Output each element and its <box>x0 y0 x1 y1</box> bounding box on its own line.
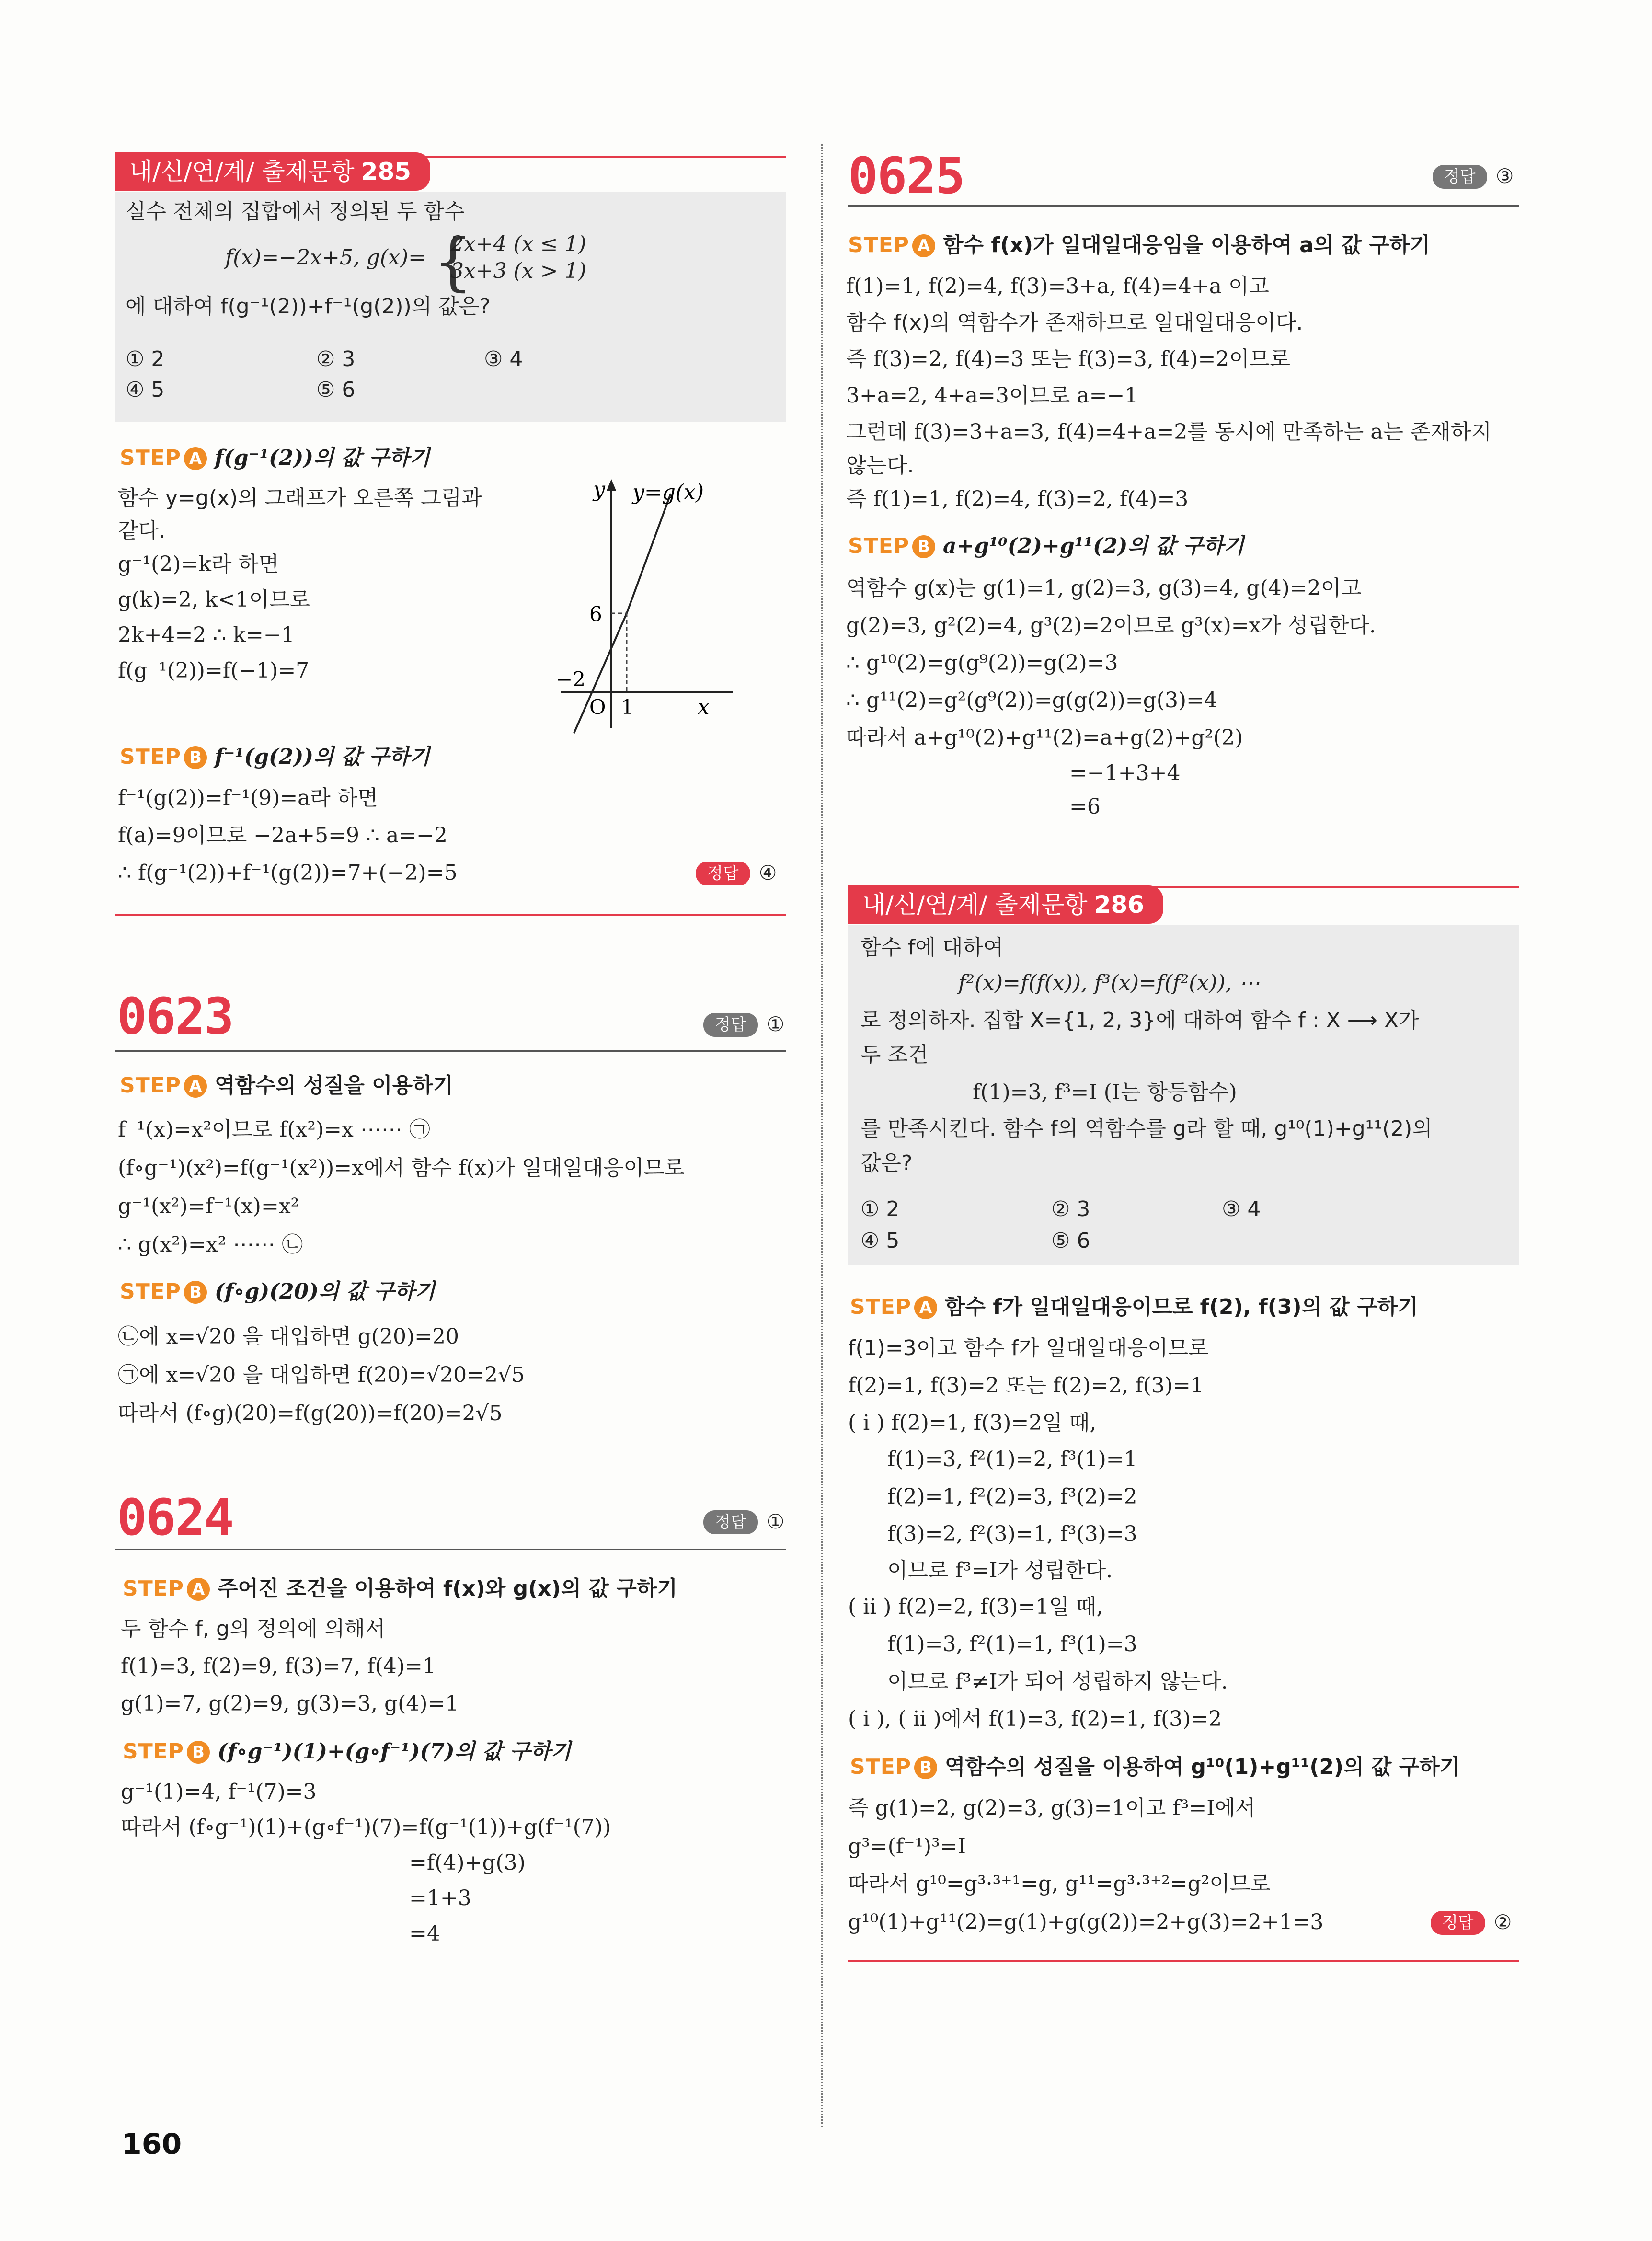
tick-1: 1 <box>621 695 634 719</box>
answer-0623 <box>703 1011 784 1038</box>
solution-line: g⁻¹(x²)=f⁻¹(x)=x² <box>118 1194 299 1218</box>
choice-4: ④ 5 <box>126 378 165 402</box>
solution-line: 함수 f(x)의 역함수가 존재하므로 일대일대응이다. <box>846 310 1303 335</box>
step-label: STEP <box>120 745 182 769</box>
answer-pill: 정답 <box>1433 165 1487 189</box>
solution-line: f(1)=1, f(2)=4, f(3)=3+a, f(4)=4+a 이고 <box>846 274 1270 299</box>
divider <box>848 205 1519 207</box>
problem-number-0623: 0623 <box>117 987 233 1046</box>
choice-1: ① 2 <box>126 347 165 371</box>
answer-285 <box>696 860 777 886</box>
solution-line: 역함수 g(x)는 g(1)=1, g(2)=3, g(3)=4, g(4)=2이고 <box>846 576 1362 600</box>
solution-line: 따라서 a+g¹⁰(2)+g¹¹(2)=a+g(2)+g²(2) <box>846 725 1243 750</box>
problem-text: 로 정의하자. 집합 X={1, 2, 3}에 대하여 함수 f : X ⟶ X가 <box>860 1008 1419 1033</box>
solution-line: g(1)=7, g(2)=9, g(3)=3, g(4)=1 <box>121 1691 459 1716</box>
solution-line: f(2)=1, f²(2)=3, f³(2)=2 <box>887 1484 1137 1509</box>
answer-pill: 정답 <box>703 1510 758 1534</box>
step-letter: B <box>914 1756 937 1779</box>
solution-line: 따라서 g¹⁰=g³·³⁺¹=g, g¹¹=g³·³⁺²=g²이므로 <box>848 1872 1271 1896</box>
step-a-heading <box>120 445 430 471</box>
tick-neg2: −2 <box>556 667 585 691</box>
piece-2: 3x+3 (x > 1) <box>450 259 586 283</box>
solution-line: 즉 f(1)=1, f(2)=4, f(3)=2, f(4)=3 <box>846 487 1189 511</box>
solution-line: 않는다. <box>846 453 914 478</box>
solution-line: 이므로 f³≠I가 되어 성립하지 않는다. <box>887 1669 1228 1694</box>
solution-line: f(g⁻¹(2))=f(−1)=7 <box>118 658 310 683</box>
solution-line: g(2)=3, g²(2)=4, g³(2)=2이므로 g³(x)=x가 성립한다. <box>846 613 1376 638</box>
choice-1: ① 2 <box>860 1197 900 1221</box>
step-b-heading <box>120 1278 435 1305</box>
step-letter: B <box>184 1281 207 1304</box>
solution-line: f(2)=1, f(3)=2 또는 f(2)=2, f(3)=1 <box>848 1373 1204 1398</box>
problem-header-285 <box>115 152 430 191</box>
divider <box>115 914 786 916</box>
step-b-heading <box>120 744 430 770</box>
answer-pill: 정답 <box>696 862 750 885</box>
divider <box>115 1549 786 1550</box>
problem-text: 함수 f에 대하여 <box>860 935 1004 960</box>
solution-line: g³=(f⁻¹)³=I <box>848 1834 966 1859</box>
step-letter: B <box>912 535 935 558</box>
step-b-heading <box>123 1738 571 1765</box>
choice-2: ② 3 <box>1051 1197 1090 1221</box>
graph-line-2 <box>627 494 671 613</box>
solution-line: (f∘g⁻¹)(x²)=f(g⁻¹(x²))=x에서 함수 f(x)가 일대일대응이므로 <box>118 1156 685 1180</box>
y-arrow <box>607 479 616 491</box>
step-label: STEP <box>120 446 182 470</box>
solution-line: 두 함수 f, g의 정의에 의해서 <box>121 1617 386 1641</box>
step-b-heading <box>848 533 1244 560</box>
problem-text: 를 만족시킨다. 함수 f의 역함수를 g라 할 때, g¹⁰(1)+g¹¹(2)의 <box>860 1116 1433 1141</box>
step-label: STEP <box>850 1755 912 1779</box>
divider <box>115 1050 786 1052</box>
step-a-heading <box>123 1575 677 1602</box>
answer-0624 <box>703 1508 784 1535</box>
solution-line: 이므로 f³=I가 성립한다. <box>887 1558 1113 1583</box>
divider <box>848 1960 1519 1962</box>
solution-line: 따라서 (f∘g⁻¹)(1)+(g∘f⁻¹)(7)=f(g⁻¹(1))+g(f⁻¹(7)) <box>121 1815 611 1839</box>
choice-4: ④ 5 <box>860 1229 900 1253</box>
header-label: 내/신/연/계/ 출제문항 <box>862 891 1088 919</box>
solution-line: 즉 f(3)=2, f(4)=3 또는 f(3)=3, f(4)=2이므로 <box>846 347 1290 371</box>
step-label: STEP <box>848 534 910 558</box>
step-a-heading <box>850 1294 1418 1321</box>
solution-line: 따라서 (f∘g)(20)=f(g(20))=f(20)=2√5 <box>118 1401 503 1425</box>
answer-value: ③ <box>1495 164 1514 188</box>
step-label: STEP <box>120 1073 182 1098</box>
solution-line: ㉡에 x=√20 을 대입하면 g(20)=20 <box>118 1324 459 1349</box>
solution-line: f⁻¹(g(2))=f⁻¹(9)=a라 하면 <box>118 786 378 810</box>
step-label: STEP <box>120 1279 182 1304</box>
answer-value: ④ <box>758 861 777 885</box>
problem-text: 두 조건 <box>860 1043 929 1067</box>
tick-6: 6 <box>589 602 602 626</box>
solution-line: f(1)=3이고 함수 f가 일대일대응이므로 <box>848 1336 1209 1360</box>
solution-line: f⁻¹(x)=x²이므로 f(x²)=x ⋯⋯ ㉠ <box>118 1117 430 1142</box>
step-title: 함수 f(x)가 일대일대응임을 이용하여 a의 값 구하기 <box>943 233 1430 257</box>
column-separator <box>821 144 823 2127</box>
solution-line: ∴ g(x²)=x² ⋯⋯ ㉡ <box>118 1232 303 1257</box>
problem-text: 실수 전체의 집합에서 정의된 두 함수 <box>126 199 465 224</box>
solution-line: f(1)=3, f(2)=9, f(3)=7, f(4)=1 <box>121 1654 436 1678</box>
solution-line: =−1+3+4 <box>1069 761 1181 785</box>
choice-2: ② 3 <box>316 347 356 371</box>
solution-line: 함수 y=g(x)의 그래프가 오른쪽 그림과 <box>118 486 482 510</box>
step-a-heading <box>848 232 1430 259</box>
solution-line: 같다. <box>118 518 165 543</box>
solution-line: ㉠에 x=√20 을 대입하면 f(20)=√20=2√5 <box>118 1363 525 1387</box>
graph-g <box>541 474 743 743</box>
step-letter: A <box>184 447 207 470</box>
header-label: 내/신/연/계/ 출제문항 <box>129 158 355 185</box>
solution-line: ( i ), ( ii )에서 f(1)=3, f(2)=1, f(3)=2 <box>848 1707 1222 1731</box>
solution-line: ∴ g¹¹(2)=g²(g⁹(2))=g(g(2))=g(3)=4 <box>846 688 1217 713</box>
choice-3: ③ 4 <box>1222 1197 1261 1221</box>
solution-line: g⁻¹(2)=k라 하면 <box>118 552 279 576</box>
origin-label: O <box>589 695 606 719</box>
y-label: y <box>593 477 605 502</box>
solution-line: g¹⁰(1)+g¹¹(2)=g(1)+g(g(2))=2+g(3)=2+1=3 <box>848 1910 1324 1934</box>
problem-condition: f(1)=3, f³=I (I는 항등함수) <box>973 1080 1237 1104</box>
problem-question: 에 대하여 f(g⁻¹(2))+f⁻¹(g(2))의 값은? <box>126 294 491 319</box>
solution-line: =4 <box>409 1921 440 1946</box>
solution-line: =1+3 <box>409 1886 471 1910</box>
piece-1: 2x+4 (x ≤ 1) <box>450 232 586 256</box>
solution-line: 그런데 f(3)=3+a=3, f(4)=4+a=2를 동시에 만족하는 a는 존재하지 <box>846 420 1492 444</box>
answer-value: ① <box>766 1510 785 1533</box>
answer-0625 <box>1433 163 1514 190</box>
step-letter: A <box>914 1296 937 1319</box>
choice-5: ⑤ 6 <box>316 378 356 402</box>
solution-line: f(1)=3, f²(1)=2, f³(1)=1 <box>887 1447 1137 1471</box>
solution-line: g⁻¹(1)=4, f⁻¹(7)=3 <box>121 1780 317 1804</box>
solution-line: ( i ) f(2)=1, f(3)=2일 때, <box>848 1411 1097 1435</box>
step-label: STEP <box>123 1576 184 1601</box>
solution-line: =f(4)+g(3) <box>409 1850 526 1875</box>
step-title: 주어진 조건을 이용하여 f(x)와 g(x)의 값 구하기 <box>218 1576 677 1601</box>
answer-value: ② <box>1493 1910 1512 1934</box>
solution-line: ∴ g¹⁰(2)=g(g⁹(2))=g(2)=3 <box>846 651 1118 675</box>
header-number: 285 <box>361 158 412 185</box>
step-title: a+g¹⁰(2)+g¹¹(2)의 값 구하기 <box>943 534 1244 558</box>
step-label: STEP <box>848 233 910 257</box>
step-a-heading <box>120 1072 453 1099</box>
curve-label: y=g(x) <box>632 480 704 505</box>
equation: f(x)=−2x+5, g(x)= <box>225 245 426 270</box>
step-letter: A <box>184 1075 207 1098</box>
solution-line: f(a)=9이므로 −2a+5=9 ∴ a=−2 <box>118 823 447 848</box>
step-title: 함수 f가 일대일대응이므로 f(2), f(3)의 값 구하기 <box>945 1295 1418 1319</box>
problem-definition: f²(x)=f(f(x)), f³(x)=f(f²(x)), ⋯ <box>958 971 1260 995</box>
step-letter: A <box>912 234 935 257</box>
step-letter: B <box>187 1741 210 1764</box>
step-letter: B <box>184 746 207 769</box>
solution-line: 즉 g(1)=2, g(2)=3, g(3)=1이고 f³=I에서 <box>848 1796 1256 1820</box>
answer-286 <box>1431 1909 1512 1936</box>
step-title: f(g⁻¹(2))의 값 구하기 <box>215 446 430 470</box>
brace: { <box>433 225 473 298</box>
solution-line: 3+a=2, 4+a=3이므로 a=−1 <box>846 383 1138 408</box>
step-letter: A <box>187 1578 210 1601</box>
choice-3: ③ 4 <box>484 347 523 371</box>
solution-line: f(1)=3, f²(1)=1, f³(1)=3 <box>887 1632 1137 1656</box>
problem-header-286 <box>848 885 1163 924</box>
answer-pill: 정답 <box>1431 1911 1485 1935</box>
step-title: 역함수의 성질을 이용하여 g¹⁰(1)+g¹¹(2)의 값 구하기 <box>945 1755 1460 1779</box>
solution-line: =6 <box>1069 794 1101 819</box>
step-label: STEP <box>123 1739 184 1764</box>
answer-value: ① <box>766 1012 785 1036</box>
step-b-heading <box>850 1754 1460 1781</box>
step-title: f⁻¹(g(2))의 값 구하기 <box>215 745 430 769</box>
solution-line: ( ii ) f(2)=2, f(3)=1일 때, <box>848 1595 1103 1619</box>
header-number: 286 <box>1094 891 1145 919</box>
solution-line: ∴ f(g⁻¹(2))+f⁻¹(g(2))=7+(−2)=5 <box>118 861 458 885</box>
step-label: STEP <box>850 1295 912 1319</box>
step-title: (f∘g)(20)의 값 구하기 <box>215 1279 436 1304</box>
solution-line: 2k+4=2 ∴ k=−1 <box>118 623 295 647</box>
solution-line: g(k)=2, k<1이므로 <box>118 587 310 612</box>
solution-line: f(3)=2, f²(3)=1, f³(3)=3 <box>887 1522 1137 1546</box>
problem-number-0624: 0624 <box>117 1488 233 1547</box>
choice-5: ⑤ 6 <box>1051 1229 1090 1253</box>
step-title: (f∘g⁻¹)(1)+(g∘f⁻¹)(7)의 값 구하기 <box>218 1739 571 1764</box>
step-title: 역함수의 성질을 이용하기 <box>215 1073 454 1098</box>
answer-pill: 정답 <box>703 1013 758 1037</box>
page-number: 160 <box>122 2127 182 2161</box>
problem-number-0625: 0625 <box>848 147 964 205</box>
x-label: x <box>698 695 710 719</box>
problem-text: 값은? <box>860 1151 913 1175</box>
